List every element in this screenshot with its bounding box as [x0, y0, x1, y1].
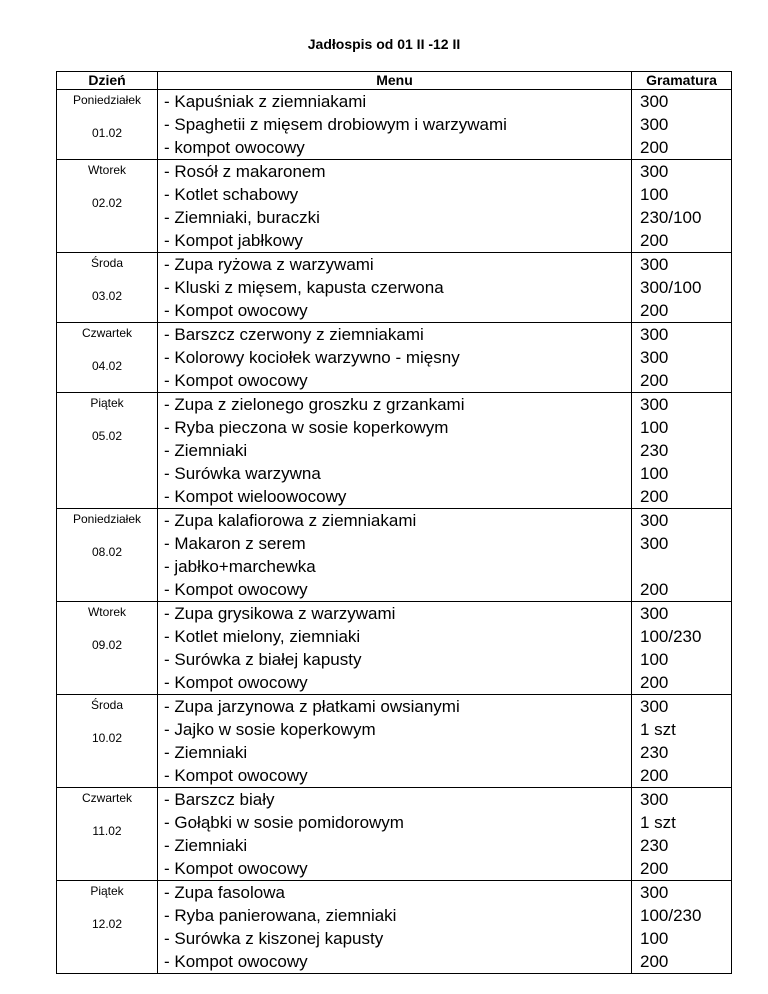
- gramatura-value: 200: [640, 859, 669, 878]
- menu-cell: [158, 323, 632, 393]
- header-row: [57, 72, 732, 90]
- gramatura-value: 230: [640, 743, 669, 762]
- gramatura-value: 230: [640, 441, 669, 460]
- menu-item: - Kompot owocowy: [164, 580, 308, 599]
- menu-item: - Ziemniaki, buraczki: [164, 208, 320, 227]
- gramatura-value: 200: [640, 231, 669, 250]
- day-row: [57, 788, 732, 881]
- gramatura-value: 100/230: [640, 906, 702, 925]
- day-cell: [57, 393, 158, 509]
- menu-item: - Surówka warzywna: [164, 464, 321, 483]
- gramatura-value: 300: [640, 162, 669, 181]
- gramatura-value: 200: [640, 487, 669, 506]
- menu-item: - Zupa fasolowa: [164, 883, 285, 902]
- menu-item: - Kapuśniak z ziemniakami: [164, 92, 367, 111]
- menu-cell: [158, 253, 632, 323]
- gramatura-value: 300: [640, 325, 669, 344]
- day-date: 03.02: [91, 289, 123, 303]
- day-row: [57, 602, 732, 695]
- menu-item: - Kompot owocowy: [164, 952, 308, 971]
- menu-item: - jabłko+marchewka: [164, 557, 316, 576]
- gramatura-value: 200: [640, 138, 669, 157]
- menu-cell: [158, 90, 632, 160]
- day-cell: [57, 160, 158, 253]
- day-cell: [57, 788, 158, 881]
- document-title: Jadłospis od 01 II -12 II: [307, 36, 461, 52]
- day-name: Piątek: [90, 884, 124, 898]
- header-gramatura: Gramatura: [632, 72, 732, 90]
- day-name: Czwartek: [81, 326, 132, 340]
- day-name: Wtorek: [87, 163, 126, 177]
- gramatura-value: 300: [640, 790, 669, 809]
- menu-cell: [158, 160, 632, 253]
- menu-item: - Ziemniaki: [164, 836, 248, 855]
- day-row: [57, 323, 732, 393]
- day-cell: [57, 253, 158, 323]
- menu-item: - Jajko w sosie koperkowym: [164, 720, 376, 739]
- day-name: Wtorek: [87, 605, 126, 619]
- day-date: 05.02: [91, 429, 123, 443]
- day-cell: [57, 509, 158, 602]
- day-row: [57, 160, 732, 253]
- day-cell: [57, 602, 158, 695]
- menu-item: - Zupa kalafiorowa z ziemniakami: [164, 511, 417, 530]
- menu-cell: [158, 695, 632, 788]
- day-row: [57, 90, 732, 160]
- day-date: 04.02: [91, 359, 123, 373]
- day-cell: [57, 881, 158, 974]
- day-date: 08.02: [91, 545, 123, 559]
- menu-item: - Ryba panierowana, ziemniaki: [164, 906, 397, 925]
- gramatura-value: 200: [640, 371, 669, 390]
- day-row: [57, 881, 732, 974]
- day-date: 10.02: [91, 731, 123, 745]
- menu-item: - Kompot owocowy: [164, 766, 308, 785]
- menu-item: - Spaghetii z mięsem drobiowym i warzywami: [164, 115, 507, 134]
- gramatura-value: 300: [640, 348, 669, 367]
- menu-cell: [158, 881, 632, 974]
- menu-cell: [158, 509, 632, 602]
- gramatura-value: 300/100: [640, 278, 702, 297]
- menu-item: - Zupa z zielonego groszku z grzankami: [164, 395, 465, 414]
- gramatura-cell: [632, 160, 732, 253]
- day-name: Poniedziałek: [72, 512, 142, 526]
- menu-item: - Kompot owocowy: [164, 371, 308, 390]
- menu-item: - Ziemniaki: [164, 441, 248, 460]
- day-date: 09.02: [91, 638, 123, 652]
- menu-item: - Kolorowy kociołek warzywno - mięsny: [164, 348, 460, 367]
- day-date: 11.02: [92, 824, 122, 838]
- gramatura-value: 100: [640, 464, 669, 483]
- gramatura-value: 100: [640, 185, 669, 204]
- gramatura-cell: [632, 253, 732, 323]
- day-row: [57, 509, 732, 602]
- menu-item: - Kompot owocowy: [164, 673, 308, 692]
- menu-item: - Kompot jabłkowy: [164, 231, 303, 250]
- menu-item: - Kotlet schabowy: [164, 185, 299, 204]
- gramatura-value: 100: [640, 650, 669, 669]
- gramatura-cell: [632, 393, 732, 509]
- gramatura-value: [632, 555, 731, 578]
- menu-item: - Kotlet mielony, ziemniaki: [164, 627, 361, 646]
- gramatura-cell: [632, 323, 732, 393]
- menu-item: - Makaron z serem: [164, 534, 306, 553]
- day-row: [57, 253, 732, 323]
- gramatura-value: 100/230: [640, 627, 702, 646]
- gramatura-value: 300: [640, 255, 669, 274]
- menu-cell: [158, 788, 632, 881]
- gramatura-value: 300: [640, 92, 669, 111]
- menu-item: - Rosół z makaronem: [164, 162, 326, 181]
- gramatura-cell: [632, 788, 732, 881]
- day-name: Środa: [90, 698, 124, 712]
- gramatura-value: 300: [640, 395, 669, 414]
- menu-cell: [158, 393, 632, 509]
- day-name: Czwartek: [81, 791, 132, 805]
- gramatura-cell: [632, 509, 732, 602]
- menu-item: - Gołąbki w sosie pomidorowym: [164, 813, 404, 832]
- gramatura-value: 200: [640, 301, 669, 320]
- gramatura-value: 100: [640, 929, 669, 948]
- day-row: [57, 695, 732, 788]
- gramatura-value: 300: [640, 604, 669, 623]
- gramatura-value: 230: [640, 836, 669, 855]
- gramatura-value: 300: [640, 697, 669, 716]
- gramatura-value: 200: [640, 952, 669, 971]
- menu-item: - Ziemniaki: [164, 743, 248, 762]
- day-cell: [57, 695, 158, 788]
- gramatura-value: 200: [640, 766, 669, 785]
- menu-item: - Barszcz biały: [164, 790, 275, 809]
- gramatura-value: 200: [640, 673, 669, 692]
- menu-item: - Surówka z białej kapusty: [164, 650, 362, 669]
- day-date: 02.02: [91, 196, 123, 210]
- menu-item: - Zupa jarzynowa z płatkami owsianymi: [164, 697, 460, 716]
- menu-item: - Barszcz czerwony z ziemniakami: [164, 325, 424, 344]
- menu-cell: [158, 602, 632, 695]
- gramatura-cell: [632, 90, 732, 160]
- gramatura-cell: [632, 602, 732, 695]
- menu-item: - Kluski z mięsem, kapusta czerwona: [164, 278, 444, 297]
- gramatura-value: 1 szt: [640, 720, 676, 739]
- gramatura-value: 230/100: [640, 208, 702, 227]
- day-name: Piątek: [90, 396, 124, 410]
- menu-item: - Kompot owocowy: [164, 859, 308, 878]
- gramatura-value: 300: [640, 115, 669, 134]
- day-name: Środa: [90, 256, 124, 270]
- gramatura-value: 100: [640, 418, 669, 437]
- gramatura-value: 300: [640, 883, 669, 902]
- day-date: 12.02: [91, 917, 123, 931]
- day-name: Poniedziałek: [72, 93, 142, 107]
- header-day: Dzień: [57, 72, 158, 90]
- menu-item: - Surówka z kiszonej kapusty: [164, 929, 384, 948]
- menu-item: - kompot owocowy: [164, 138, 305, 157]
- gramatura-value: 300: [640, 534, 669, 553]
- day-cell: [57, 90, 158, 160]
- gramatura-value: 300: [640, 511, 669, 530]
- header-menu: Menu: [158, 72, 632, 90]
- gramatura-value: 200: [640, 580, 669, 599]
- menu-body: [57, 90, 732, 974]
- day-date: 01.02: [91, 126, 123, 140]
- gramatura-cell: [632, 695, 732, 788]
- gramatura-value: 1 szt: [640, 813, 676, 832]
- day-cell: [57, 323, 158, 393]
- menu-item: - Ryba pieczona w sosie koperkowym: [164, 418, 449, 437]
- gramatura-cell: [632, 881, 732, 974]
- menu-item: - Kompot wieloowocowy: [164, 487, 347, 506]
- day-row: [57, 393, 732, 509]
- menu-item: - Zupa ryżowa z warzywami: [164, 255, 374, 274]
- menu-item: - Kompot owocowy: [164, 301, 308, 320]
- menu-item: - Zupa grysikowa z warzywami: [164, 604, 396, 623]
- menu-table: [56, 71, 732, 974]
